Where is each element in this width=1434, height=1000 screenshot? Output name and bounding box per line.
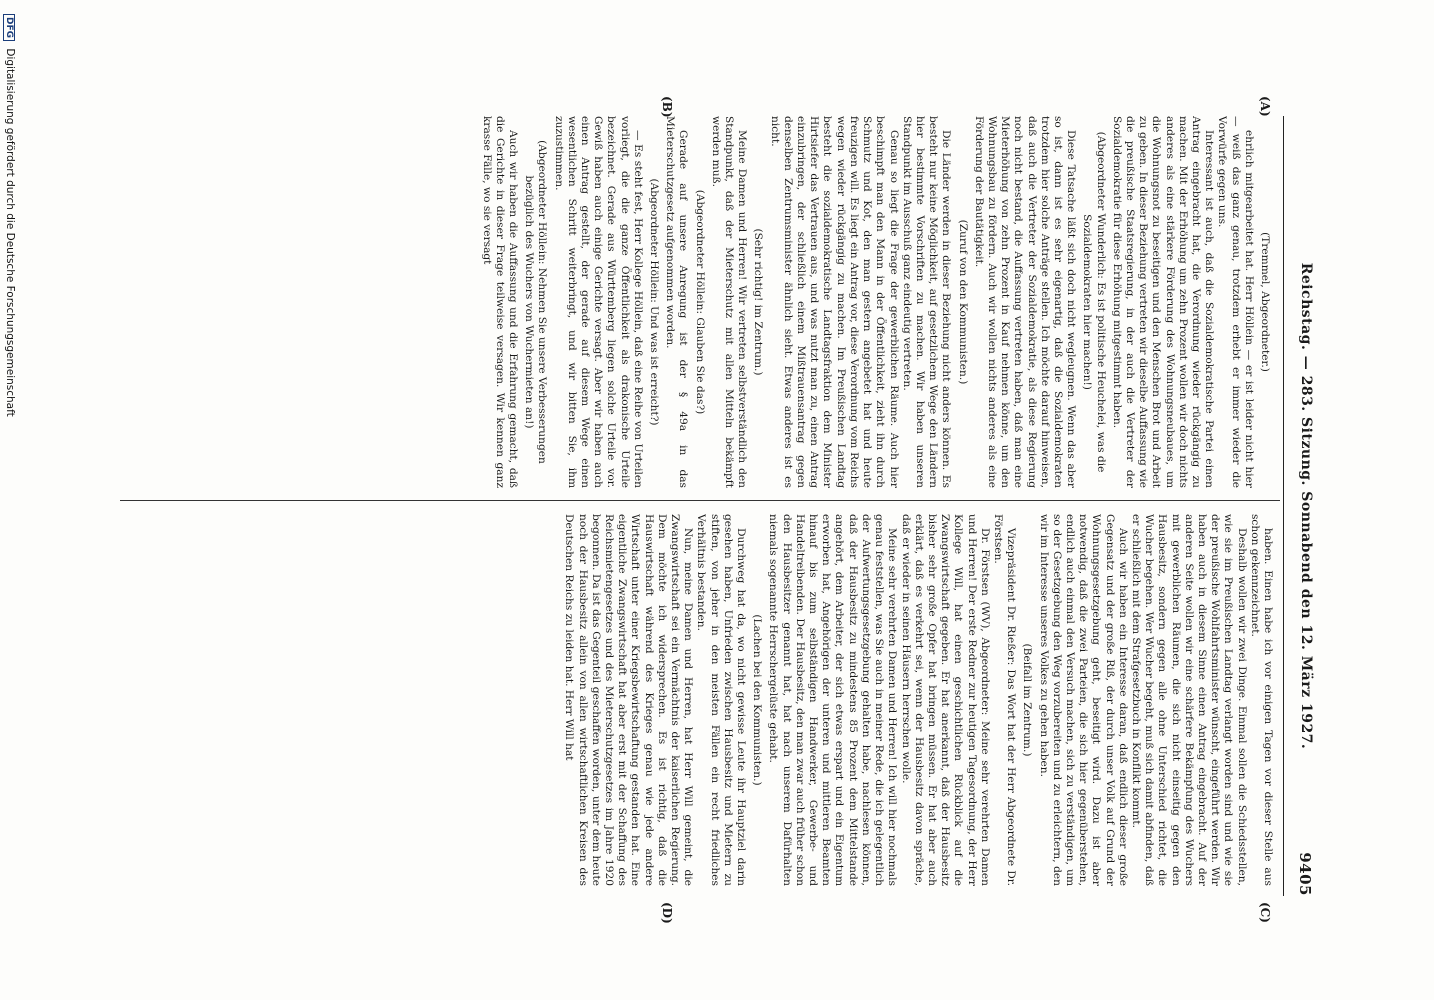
paragraph: ehrlich mitgearbeitet hat. Herr Höllein — er ist leider nicht hier — weiß das ganz genau, trotzdem erhebt er immer wieder die Vorwürfe gegen uns.: [1216, 116, 1255, 488]
header-rule: [1283, 116, 1284, 896]
dfg-logo-icon: DFG: [3, 14, 15, 41]
paragraph: Deshalb wollen wir zwei Dinge. Einmal sollen die Schiedsstellen, wie sie im Preußischen Landtag verlangt worden sind und wie sie der preußische Wohlfahrtsminister wünscht, eingeführt werden. Wir haben auch in diesem Sinne einen Antrag eingebracht. Auf der anderen Seite wollen wir eine schärfere Bekämpfung des Wuchers mit gewerblichen Räumen, die sich nicht einseitig gegen den Hausbesitz, sondern gegen alle ohne Unterschied richtet, die Wucher begehen. Wer Wucher begeht, muß sich damit abfinden, daß er schließlich mit dem Strafgesetzbuch in Konflikt kommt.: [1129, 514, 1248, 886]
footer-text: Digitalisierung gefördert durch die Deutsche Forschungsgemeinschaft: [4, 48, 16, 417]
paragraph: Interessant ist auch, daß die Sozialdemokratische Partei einen Antrag eingebracht hat, die Verordnung wieder rückgängig zu machen. Mit der Erhöhung um zehn Prozent wollen wir doch nichts anderes als eine stärkere Förderung des Wohnungsneubaues, um die Wohnungsnot zu beseitigen und den Menschen Brot und Arbeit zu geben. In dieser Beziehung vertreten wir dieselbe Auffassung wie die preußische Staatsregierung, in der auch die Vertreter der Sozialdemokratie für diese Erhöhung mitgestimmt haben.: [1110, 116, 1216, 488]
margin-marker-b: (B): [660, 96, 674, 118]
paragraph: Auch wir haben ein Interesse daran, daß endlich dieser große Gegensatz und der große Riß, der durch unser Volk auf Grund der Wohnungsgesetzgebung geht, beseitigt wird. Dazu ist aber notwendig, daß die zwei Parteien, die sich hier gegenüberstehen, endlich auch einmal den Versuch machen, sich zu verständigen, um so der Gesetzgebung den Weg vorzubereiten und zu erleichtern, den wir im Interesse unseres Volkes zu gehen haben.: [1037, 514, 1129, 886]
paragraph: Nun, meine Damen und Herren, hat Herr Will gemeint, die Zwangswirtschaft sei ein Vermächtnis der kaiserlichen Regierung. Dem möchte ich widersprechen. Es ist richtig, daß die Hauswirtschaft während des Krieges genau wie jede andere Wirtschaft unter einer Kriegsbewirtschaftung gestanden hat. Eine eigentliche Zwangswirtschaft hat aber erst mit der Schaffung des Reichsmietengesetzes und des Mieterschutzgesetzes im Jahre 1920 begonnen. Da ist das Gegenteil geschaffen worden, unter dem heute noch der Hausbesitz allein von allen wirtschaftlichen Kreisen des Deutschen Reichs zu leiden hat. Herr Will hat: [563, 514, 695, 886]
interjection: (Abgeordneter Höllein: Glauben Sie das?): [693, 189, 706, 415]
paragraph: Genau so liegt die Frage der gewerblichen Räume. Auch hier beschimpft man den Mann in der Öffentlichkeit, zieht ihn durch Schmutz und Kot, den man gestern angebetet hat und heute freuzigen will. Es liegt ein Antrag vor, diese Verordnung vom Reichs wegen wieder rückgängig zu machen. Im Preußischen Landtag besteht die sozialdemokratische Landtagsfraktion dem Minister Hirtsiefer das Vertrauen aus, und was nutzt man zu, einen Antrag einzubringen, der schließlich einem Mißtrauensantrag gegen denselben Zentrumsminister ähnlich sieht. Etwas anderes ist es nicht.: [768, 116, 900, 488]
interjection: (Sehr richtig! im Zentrum.): [752, 228, 765, 376]
digitization-footer: [3, 14, 16, 974]
header-title: Reichstag. — 283. Sitzung. Sonnabend den 12. März 1927.: [1298, 262, 1314, 750]
paragraph: Auch wir haben die Auffassung und die Erfahrung gemacht, daß die Gerichte in dieser Frage teilweise versagen. Wir kennen ganz krasse Fälle, wo sie versagt: [480, 116, 520, 488]
column-divider: [120, 500, 1280, 501]
margin-marker-c: (C): [1258, 902, 1272, 923]
page-number: 9405: [1296, 852, 1314, 896]
interjection: (Beifall im Zentrum.): [1021, 643, 1034, 757]
margin-marker-a: (A): [1258, 96, 1272, 117]
interjection: (Tremmel, Abgeordneter.): [1259, 232, 1271, 372]
interjection: (Abgeordneter Höllein: Und was ist erreicht?): [648, 178, 661, 426]
page-header: [1290, 116, 1314, 896]
paragraph: Vizepräsident Dr. Rießer: Das Wort hat der Herr Abgeordnete Dr. Förstsen.: [991, 514, 1018, 886]
interjection: (Abgeordneter Wunderlich: Es ist politische Heuchelei, was die Sozialdemokraten hier machen!): [1081, 131, 1107, 473]
paragraph: haben. Einen habe ich vor einigen Tagen vor dieser Stelle aus schon gekennzeichnet.: [1248, 514, 1274, 886]
interjection: (Abgeordneter Höllein: Nehmen Sie unsere Verbesserungen bezüglich des Wuchers von Wuchermieten an!): [523, 140, 549, 464]
margin-marker-d: (D): [660, 902, 674, 924]
paragraph: Durchweg hat da, wo nicht gewisse Leute ihr Hauptziel darin gesehen haben, Unfrieden zwischen Hausbesitz und Mietern zu stiften, von jeher in den meisten Fällen ein recht friedliches Verhältnis bestanden.: [695, 514, 748, 886]
paragraph: Meine sehr verehrten Damen und Herren! Ich will hier nochmals genau feststellen, was Sie auch in meiner Rede, die ich gelegentlich der Aufwertungsgesetzgebung gehalten habe, nachlesen können, daß der Hausbesitz zu mindestens 85 Prozent dem Mittelstande angehört, dem Arbeiter, der sich etwas erspart und ein Eigentum erworben hat, Angehörigen der unteren und mittleren Beamten hinauf bis zum selbständigen Handwerker, Gewerbe- und Handeltreibenden. Der Hausbesitz, den man zwar auch früher schon den Hausbesitzer genannt hat, hat nach unserem Dafürhalten niemals sogenannte Herrschergelüste gehabt.: [767, 514, 899, 886]
paragraph: Die Länder werden in dieser Beziehung nicht anders können. Es besteht nur keine Möglichkeit, auf gesetzlichem Wege den Ländern hier bestimmte Vorschriften zu machen. Wir haben unseren Standpunkt im Ausschuß ganz eindeutig vertreten.: [900, 116, 953, 488]
interjection: (Lachen bei den Kommunisten.): [751, 614, 764, 786]
paragraph: Gerade auf unsere Anregung ist der § 49a in das Mieterschutzgesetz aufgenommen worden.: [664, 116, 690, 488]
paragraph: Diese Tatsache läßt sich doch nicht wegleugnen. Wenn das aber so ist, dann ist es sehr eigenartig, daß die Sozialdemokraten trotzdem hier solche Anträge stellen. Ich möchte darauf hinweisen, daß auch die Vertreter der Sozialdemokratie, als diese Regierung noch nicht bestand, die Auffassung vertreten haben, daß man eine Mieterhöhung von zehn Prozent in Kauf nehmen könne, um den Wohnungsbau zu fördern. Auch wir wollen nichts anderes als eine Förderung der Bautätigkeit.: [972, 116, 1078, 488]
paragraph: Dr. Förstsen (WV), Abgeordneter: Meine sehr verehrten Damen und Herren! Der erste Redner zur heutigen Tagesordnung, der Herr Kollege Will, hat einen geschichtlichen Rückblick auf die Zwangswirtschaft gegeben. Er hat anerkannt, daß der Hausbesitz bisher sehr große Opfer hat bringen müssen. Er hat aber auch erklärt, daß es verkehrt sei, wenn der Hausbesitz davon spräche, daß er wieder in seinen Häusern herrschen wolle.: [899, 514, 991, 886]
left-column: [124, 116, 1274, 488]
paragraph: — Es steht fest, Herr Kollege Höllein, daß eine Reihe von Urteilen vorliegt, die die ganze Öffentlichkeit als drakonische Urteile bezeichnet. Gerade aus Württemberg liegen solche Urteile vor. Gewiß haben auch einige Gerichte versagt. Aber wir haben auch einen Antrag gestellt, der gerade auf diesem Wege einen wesentlichen Schritt weiterbringt, und wir bitten Sie, ihm zuzustimmen.: [552, 116, 644, 488]
paragraph: Meine Damen und Herren! Wir vertreten selbstverständlich den Standpunkt, daß der Mieterschutz mit allen Mitteln bekämpft werden muß.: [709, 116, 749, 488]
interjection: (Zuruf von den Kommunisten.): [956, 219, 969, 385]
right-column: [124, 514, 1274, 886]
